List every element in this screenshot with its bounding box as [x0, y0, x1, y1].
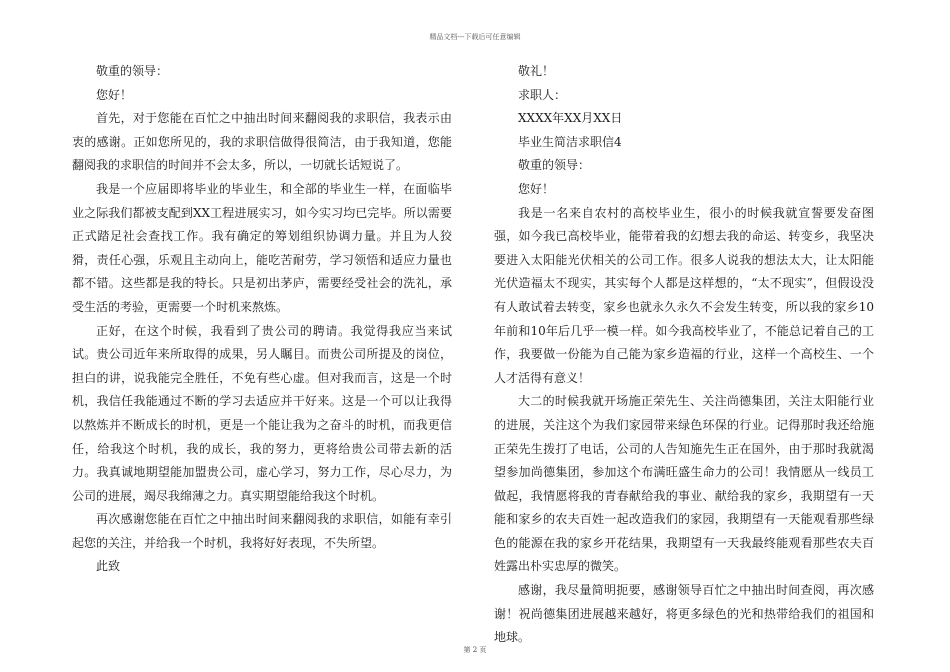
paragraph: 敬礼！: [518, 64, 555, 78]
page-header: 精品文档---下载后可任意编辑: [429, 33, 521, 41]
page-number: 第 2 页: [463, 646, 487, 654]
paragraph: 您好！: [96, 87, 133, 102]
paragraph: 敬重的领导：: [518, 158, 591, 173]
paragraph: 首先，对于您能在百忙之中抽出时间来翻阅我的求职信，我表示由衷的感谢。正如您所见的，我的求职信做得很简洁，由于我知道，您能翻阅我的求职信的时间并不会太多，所以，一切就长话短说了。: [72, 111, 452, 173]
paragraph: 再次感谢您能在百忙之中抽出时间来翻阅我的求职信，如能有幸引起您的关注，并给我一个时机，我将好好表现，不失所望。: [72, 512, 452, 550]
paragraph: 求职人：: [518, 87, 567, 102]
paragraph: 此致: [96, 559, 121, 574]
paragraph: 我是一个应届即将毕业的毕业生，和全部的毕业生一样，在面临毕业之际我们都被支配到XX工程进展实习，如今实习均已完毕。所以需要正式踏足社会查找工作。我有确定的筹划组织协调力量。并且为人狡猾，责任心强，乐观且主动向上，能吃苦耐劳，学习领悟和适应力量也都不错。这些都是我的特长。只是初出茅庐，需要经受社会的洗礼，承受生活的考验，更需要一个时机来熬炼。: [72, 181, 452, 314]
paragraph: 感谢，我尽量简明扼要，感谢领导百忙之中抽出时间查阅，再次感谢！祝尚德集团进展越来越好，将更多绿色的光和热带给我们的祖国和地球。: [494, 583, 874, 645]
left-column: [72, 60, 452, 579]
right-column: [494, 60, 874, 650]
paragraph: 我是一名来自农村的高校毕业生，很小的时候我就宣誓要发奋图强，如今我已高校毕业，能带着我的幻想去我的命运、转变乡，我坚决要进入太阳能光伏相关的公司工作。很多人说我的想法太大，让太阳能光伏造福太不现实，其实每个人都是这样想的，“太不现实”，但假设没有人敢试着去转变，家乡也就永久永久不会发生转变，所以我的家乡10年前和10年后几乎一模一样。如今我高校毕业了，不能总记着自己的工作，我要做一份能为自己能为家乡造福的行业，这样一个高校生、一个人才活得有意义！: [494, 205, 874, 385]
paragraph: XXXX年XX月XX日: [518, 111, 623, 126]
paragraph: 敬重的领导：: [96, 64, 169, 78]
paragraph: 大二的时候我就开场施正荣先生、关注尚德集团，关注太阳能行业的进展，关注这个为我们家园带来绿色环保的行业。记得那时我还给施正荣先生拨打了电话，公司的人告知施先生正在国外，由于那时我就渴望参加尚德集团，参加这个布满旺盛生命力的公司！我情愿从一线员工做起，我情愿将我的青春献给我的事业、献给我的家乡，我期望有一天能和家乡的农夫百姓一起改造我们的家园，我期望有一天能观看那些绿色的能源在我的家乡开花结果，我期望有一天我最终能观看那些农夫百姓露出朴实忠厚的微笑。: [494, 394, 874, 574]
paragraph: 正好，在这个时候，我看到了贵公司的聘请。我觉得我应当来试试。贵公司近年来所取得的成果，另人瞩目。而贵公司所提及的岗位，担白的讲，说我能完全胜任，不免有些心虚。但对我而言，这是一个时机，我信任我能通过不断的学习去适应并干好来。这是一个可以让我得以熬炼并不断成长的时机，更是一个能让我为之奋斗的时机，而我更信任，给我这个时机，我的成长，我的努力，更将给贵公司带去新的活力。我真诚地期望能加盟贵公司，虚心学习，努力工作，尽心尽力，为公司的进展，竭尽我绵薄之力。真实期望能给我这个时机。: [72, 323, 452, 503]
section-heading: 毕业生简洁求职信4: [518, 134, 622, 149]
paragraph: 您好！: [518, 181, 555, 196]
